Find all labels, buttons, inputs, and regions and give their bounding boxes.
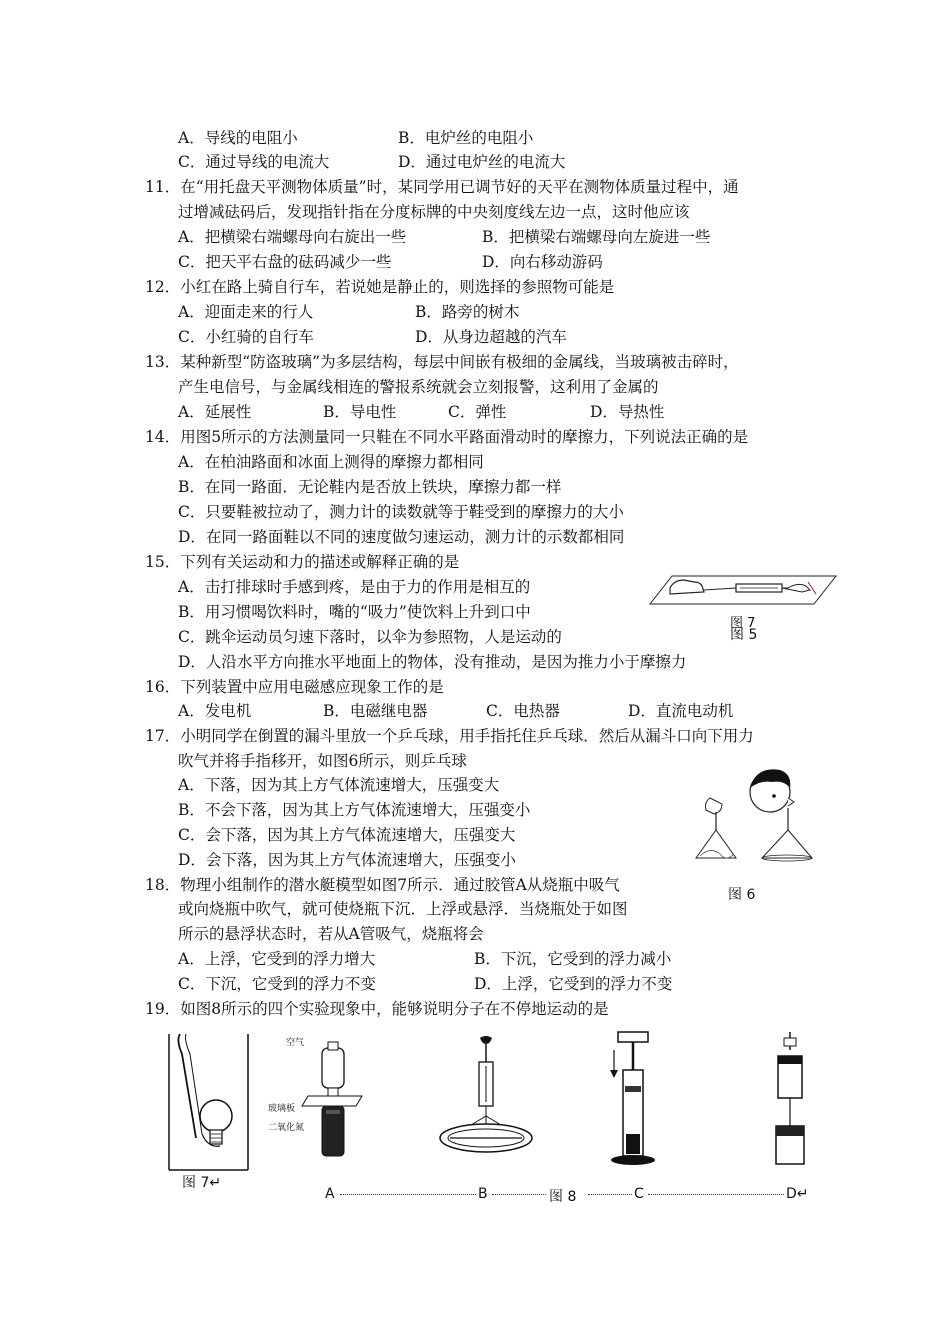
dotted-leader [492, 1194, 546, 1195]
q18-option-b: B．下沉，它受到的浮力减小 [474, 950, 672, 968]
figure-8a-label-air: 空气 [286, 1038, 305, 1048]
q17-option-b: B．不会下落，因为其上方气体流速增大，压强变小 [178, 801, 531, 819]
q12-option-c: C．小红骑的自行车 [178, 328, 314, 346]
q15-option-a: A．击打排球时手感到疼，是由于力的作用是相互的 [178, 578, 531, 596]
q16-option-d: D．直流电动机 [628, 702, 734, 720]
figure-8c-piston-cylinder [604, 1030, 664, 1170]
q18-stem-2: 或向烧瓶中吹气，就可使烧瓶下沉．上浮或悬浮．当烧瓶处于如图 [178, 900, 628, 918]
dotted-leader [340, 1194, 476, 1195]
figure-5-caption: 图 5 [730, 627, 758, 643]
figure-8-label-d: D↵ [786, 1186, 809, 1202]
figure-8-caption: 图 8 [549, 1189, 577, 1205]
figure-6-funnel-ball [688, 768, 813, 873]
q17-option-c: C．会下落，因为其上方气体流速增大，压强变大 [178, 826, 516, 844]
q10-option-a: A．导线的电阻小 [178, 129, 298, 147]
q16-stem: 16．下列装置中应用电磁感应现象工作的是 [145, 678, 444, 696]
q18-stem-3: 所示的悬浮状态时，若从A管吸气，烧瓶将会 [178, 925, 484, 943]
q11-option-d: D．向右移动游码 [482, 253, 603, 271]
q18-option-c: C．下沉，它受到的浮力不变 [178, 975, 376, 993]
dotted-leader [588, 1194, 632, 1195]
q19-stem: 19．如图8所示的四个实验现象中，能够说明分子在不停地运动的是 [145, 1000, 609, 1018]
q16-option-c: C．电热器 [486, 702, 560, 720]
q11-option-c: C．把天平右盘的砝码减少一些 [178, 253, 392, 271]
q13-option-b: B．导电性 [323, 403, 397, 421]
q17-option-a: A．下落，因为其上方气体流速增大，压强变大 [178, 776, 500, 794]
q15-stem: 15．下列有关运动和力的描述或解释正确的是 [145, 553, 460, 571]
q10-option-b: B．电炉丝的电阻小 [398, 129, 534, 147]
q15-option-b: B．用习惯喝饮料时，嘴的“吸力”使饮料上升到口中 [178, 603, 531, 621]
figure-8b-glass-water [436, 1034, 536, 1164]
figure-6-caption: 图 6 [728, 887, 756, 903]
q13-option-d: D．导热性 [590, 403, 665, 421]
q13-stem-1: 13．某种新型“防盗玻璃”为多层结构，每层中间嵌有极细的金属线，当玻璃被击碎时， [145, 353, 739, 371]
q14-option-c: C．只要鞋被拉动了，测力计的读数就等于鞋受到的摩擦力的大小 [178, 503, 624, 521]
q18-option-a: A．上浮，它受到的浮力增大 [178, 950, 376, 968]
dotted-leader [648, 1194, 784, 1195]
q12-option-d: D．从身边超越的汽车 [415, 328, 567, 346]
q17-stem-2: 吹气并将手指移开，如图6所示，则乒乓球 [178, 752, 467, 770]
q13-option-c: C．弹性 [448, 403, 507, 421]
figure-8-label-c: C [634, 1186, 644, 1202]
q14-option-b: B．在同一路面．无论鞋内是否放上铁块，摩擦力都一样 [178, 478, 562, 496]
q12-option-a: A．迎面走来的行人 [178, 303, 314, 321]
q14-option-d: D．在同一路面鞋以不同的速度做匀速运动，测力计的示数都相同 [178, 528, 625, 546]
q15-option-c: C．跳伞运动员匀速下落时，以伞为参照物，人是运动的 [178, 628, 562, 646]
figure-7-caption: 图 7↵ [182, 1175, 222, 1191]
figure-8-label-b: B [478, 1186, 488, 1202]
q12-stem: 12．小红在路上骑自行车，若说她是静止的，则选择的参照物可能是 [145, 278, 615, 296]
q16-option-a: A．发电机 [178, 702, 252, 720]
q11-option-b: B．把横梁右端螺母向左旋进一些 [482, 228, 711, 246]
q11-stem-1: 11．在“用托盘天平测物体质量”时，某同学用已调节好的天平在测物体质量过程中，通 [145, 178, 739, 196]
figure-8a-label-glass: 玻璃板 [268, 1104, 296, 1114]
q15-option-d: D．人沿水平方向推水平地面上的物体，没有推动，是因为推力小于摩擦力 [178, 653, 687, 671]
figure-5-shoe-friction [648, 568, 838, 608]
figure-8-label-a: A [325, 1186, 335, 1202]
q17-option-d: D．会下落，因为其上方气体流速增大，压强变小 [178, 851, 516, 869]
figure-8a-label-no2: 二氧化氮 [268, 1123, 305, 1133]
q12-option-b: B．路旁的树木 [415, 303, 520, 321]
q16-option-b: B．电磁继电器 [323, 702, 428, 720]
figure-8a-gas-diffusion [262, 1030, 372, 1170]
q13-option-a: A．延展性 [178, 403, 252, 421]
q18-option-d: D．上浮，它受到的浮力不变 [474, 975, 673, 993]
q11-option-a: A．把横梁右端螺母向右旋出一些 [178, 228, 407, 246]
q11-stem-2: 过增减砝码后，发现指针指在分度标牌的中央刻度线左边一点，这时他应该 [178, 203, 690, 221]
q18-stem-1: 18．物理小组制作的潜水艇模型如图7所示．通过胶管A从烧瓶中吸气 [145, 876, 620, 894]
figure-7-submarine-flask [166, 1030, 250, 1172]
q13-stem-2: 产生电信号，与金属线相连的警报系统就会立刻报警，这利用了金属的 [178, 378, 659, 396]
q14-stem: 14．用图5所示的方法测量同一只鞋在不同水平路面滑动时的摩擦力，下列说法正确的是 [145, 428, 749, 446]
q10-option-c: C．通过导线的电流大 [178, 153, 330, 171]
q14-option-a: A．在柏油路面和冰面上测得的摩擦力都相同 [178, 453, 484, 471]
figure-8d-lead-blocks [766, 1030, 816, 1170]
q10-option-d: D．通过电炉丝的电流大 [398, 153, 566, 171]
q17-stem-1: 17．小明同学在倒置的漏斗里放一个乒乓球，用手指托住乒乓球．然后从漏斗口向下用力 [145, 727, 754, 745]
figure-5-caption-top: 图 7 [730, 616, 756, 631]
